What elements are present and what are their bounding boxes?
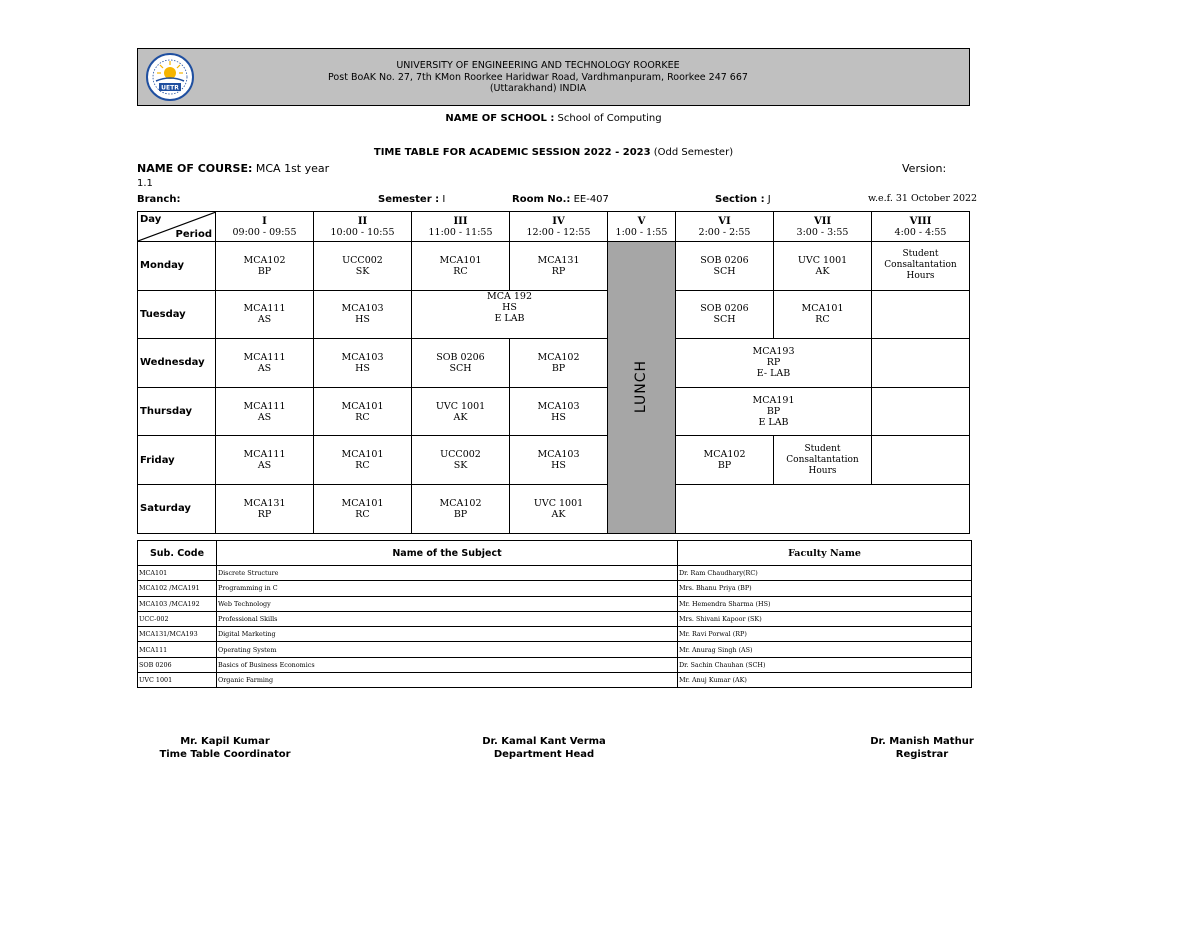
section-value: J — [767, 194, 771, 205]
version-label: Version: — [902, 162, 947, 175]
branch-label: Branch: — [137, 194, 181, 205]
class-cell — [216, 436, 314, 485]
signature-department-head — [449, 735, 639, 761]
faculty-code: SCH — [713, 314, 736, 326]
timetable-row-saturday — [138, 484, 970, 533]
class-cell — [314, 339, 412, 388]
period-header-3 — [412, 212, 510, 242]
subject-code: MCA101 — [439, 254, 482, 266]
faculty-code: AK — [453, 411, 468, 423]
faculty-code: HS — [551, 460, 566, 472]
subject-name-header: Name of the Subject — [217, 541, 678, 566]
faculty-code: SK — [355, 265, 370, 277]
signature-registrar — [827, 735, 1017, 761]
period-number: I — [262, 215, 267, 227]
faculty-code: AS — [257, 411, 272, 423]
faculty-name: Mr. Ravi Porwal (RP) — [678, 627, 972, 642]
period-header-4 — [510, 212, 608, 242]
subject-name: Professional Skills — [217, 611, 678, 626]
timetable-header-row — [138, 212, 970, 242]
faculty-code: HS — [355, 314, 370, 326]
class-cell — [676, 242, 774, 291]
faculty-code: HS — [355, 362, 370, 374]
class-cell — [216, 339, 314, 388]
period-number: VI — [718, 215, 731, 227]
table-row — [138, 596, 972, 611]
school-line — [137, 113, 970, 124]
timetable-row-monday — [138, 242, 970, 291]
empty-cell — [676, 484, 970, 533]
empty-cell — [872, 436, 970, 485]
period-header-2 — [314, 212, 412, 242]
day-period-corner — [138, 212, 216, 242]
subject-code: MCA111 — [243, 351, 286, 363]
period-time: 09:00 - 09:55 — [232, 226, 297, 238]
faculty-name: Dr. Sachin Chauhan (SCH) — [678, 657, 972, 672]
subject-code: MCA102 — [439, 497, 482, 509]
session-title — [137, 147, 970, 158]
university-logo — [143, 53, 197, 101]
subject-code: MCA103 — [537, 449, 580, 461]
empty-cell — [872, 339, 970, 388]
faculty-code: AS — [257, 362, 272, 374]
signature-coordinator — [130, 735, 320, 761]
empty-cell — [872, 290, 970, 339]
subject-code: MCA101 — [341, 449, 384, 461]
period-header-5 — [608, 212, 676, 242]
class-cell — [216, 242, 314, 291]
course-value: MCA 1st year — [255, 162, 330, 175]
lab-room: E- LAB — [756, 368, 791, 380]
period-time: 12:00 - 12:55 — [526, 226, 591, 238]
day-label: Saturday — [138, 484, 216, 533]
faculty-name: Mr. Anuj Kumar (AK) — [678, 673, 972, 688]
university-address-line: Post BoAK No. 27, 7th KMon Roorkee Haridwar Road, Vardhmanpuram, Roorkee 247 667 — [328, 71, 748, 83]
faculty-code: BP — [257, 265, 272, 277]
faculty-code: RC — [815, 314, 830, 326]
faculty-code: HS — [551, 411, 566, 423]
subject-code: MCA111 — [243, 400, 286, 412]
subject-code: MCA111 — [243, 303, 286, 315]
faculty-code: SCH — [449, 362, 472, 374]
university-address — [200, 60, 876, 95]
sub-code: MCA131/MCA193 — [138, 627, 217, 642]
subject-name: Operating System — [217, 642, 678, 657]
faculty-code: BP — [551, 362, 566, 374]
table-row — [138, 566, 972, 581]
class-cell — [510, 339, 608, 388]
period-time: 1:00 - 1:55 — [615, 226, 668, 238]
period-time: 11:00 - 11:55 — [428, 226, 493, 238]
subject-code: MCA103 — [537, 400, 580, 412]
timetable-row-thursday — [138, 387, 970, 436]
faculty-code: RC — [355, 460, 370, 472]
subject-code: MCA 192 — [486, 290, 532, 302]
consultation-line-1: Student — [902, 249, 939, 260]
consultation-line-2: Consaltantation Hours — [884, 260, 957, 282]
faculty-code: RP — [766, 357, 781, 369]
effective-date: w.e.f. 31 October 2022 — [868, 193, 978, 204]
subject-code: MCA101 — [801, 303, 844, 315]
school-label: NAME OF SCHOOL : — [445, 113, 555, 124]
faculty-name: Mrs. Shivani Kapoor (SK) — [678, 611, 972, 626]
class-cell — [314, 290, 412, 339]
version-value: 1.1 — [137, 178, 153, 189]
corner-period-label: Period — [175, 229, 212, 240]
empty-cell — [872, 387, 970, 436]
sub-code: MCA101 — [138, 566, 217, 581]
sub-code: UCC-002 — [138, 611, 217, 626]
subject-name: Programming in C — [217, 581, 678, 596]
faculty-code: AS — [257, 460, 272, 472]
day-label: Tuesday — [138, 290, 216, 339]
lunch-label: LUNCH — [633, 360, 649, 414]
subject-name: Organic Farming — [217, 673, 678, 688]
period-time: 2:00 - 2:55 — [698, 226, 751, 238]
lunch-block — [608, 242, 676, 534]
faculty-name: Mr. Anurag Singh (AS) — [678, 642, 972, 657]
day-label: Wednesday — [138, 339, 216, 388]
subject-code: MCA101 — [341, 497, 384, 509]
class-cell — [676, 436, 774, 485]
period-time: 10:00 - 10:55 — [330, 226, 395, 238]
lab-cell — [676, 339, 872, 388]
subject-code: MCA103 — [341, 351, 384, 363]
signatory-title: Registrar — [895, 749, 949, 760]
table-row — [138, 642, 972, 657]
class-cell — [510, 242, 608, 291]
subject-code: MCA102 — [703, 449, 746, 461]
room-label: Room No.: — [512, 194, 571, 205]
signatory-title: Time Table Coordinator — [159, 749, 291, 760]
table-row — [138, 673, 972, 688]
period-time: 3:00 - 3:55 — [796, 226, 849, 238]
section-info — [715, 194, 771, 205]
faculty-code: SK — [453, 460, 468, 472]
subject-table-header — [138, 541, 972, 566]
lab-cell — [412, 290, 608, 339]
lab-room: E LAB — [494, 312, 525, 324]
class-cell — [314, 387, 412, 436]
faculty-code: BP — [766, 406, 781, 418]
faculty-code: AK — [815, 265, 830, 277]
period-header-7 — [774, 212, 872, 242]
timetable-row-friday — [138, 436, 970, 485]
period-header-6 — [676, 212, 774, 242]
faculty-code: BP — [717, 460, 732, 472]
session-suffix: (Odd Semester) — [653, 147, 734, 158]
day-label: Thursday — [138, 387, 216, 436]
signatory-name: Mr. Kapil Kumar — [180, 736, 270, 747]
section-label: Section : — [715, 194, 765, 205]
subject-code: UVC 1001 — [797, 254, 848, 266]
subject-code: MCA131 — [537, 254, 580, 266]
subject-code: SOB 0206 — [700, 303, 749, 315]
class-cell — [412, 387, 510, 436]
sub-code-header: Sub. Code — [138, 541, 217, 566]
subject-code: MCA103 — [341, 303, 384, 315]
timetable — [137, 211, 970, 534]
signatory-name: Dr. Manish Mathur — [870, 736, 974, 747]
period-number: II — [357, 215, 368, 227]
sub-code: UVC 1001 — [138, 673, 217, 688]
sub-code: MCA111 — [138, 642, 217, 657]
table-row — [138, 611, 972, 626]
timetable-row-tuesday — [138, 290, 970, 339]
faculty-code: RC — [453, 265, 468, 277]
subject-name: Basics of Business Economics — [217, 657, 678, 672]
lab-room: E LAB — [758, 417, 789, 429]
table-row — [138, 581, 972, 596]
faculty-code: AS — [257, 314, 272, 326]
table-row — [138, 657, 972, 672]
subject-code: MCA191 — [752, 395, 795, 407]
subject-code: MCA193 — [752, 346, 795, 358]
class-cell — [314, 242, 412, 291]
period-header-8 — [872, 212, 970, 242]
university-name: UNIVERSITY OF ENGINEERING AND TECHNOLOGY ROORKEE — [396, 60, 680, 71]
period-time: 4:00 - 4:55 — [894, 226, 947, 238]
course-line — [137, 162, 329, 175]
class-cell — [412, 242, 510, 291]
room-value: EE-407 — [573, 194, 609, 205]
faculty-code: AK — [551, 508, 566, 520]
consultation-cell — [774, 436, 872, 485]
faculty-code: RP — [257, 508, 272, 520]
subject-code: MCA101 — [341, 400, 384, 412]
subject-faculty-table — [137, 540, 972, 688]
semester-label: Semester : — [378, 194, 440, 205]
semester-value: I — [442, 194, 446, 205]
signatory-name: Dr. Kamal Kant Verma — [482, 736, 606, 747]
class-cell — [774, 290, 872, 339]
subject-code: MCA102 — [243, 254, 286, 266]
class-cell — [412, 339, 510, 388]
faculty-code: SCH — [713, 265, 736, 277]
period-number: III — [453, 215, 468, 227]
room-info — [512, 194, 609, 205]
period-number: VII — [813, 215, 832, 227]
class-cell — [510, 484, 608, 533]
consultation-cell — [872, 242, 970, 291]
sub-code: MCA103 /MCA192 — [138, 596, 217, 611]
sub-code: MCA102 /MCA191 — [138, 581, 217, 596]
semester-info — [378, 194, 445, 205]
class-cell — [216, 387, 314, 436]
faculty-name: Mrs. Bhanu Priya (BP) — [678, 581, 972, 596]
day-label: Friday — [138, 436, 216, 485]
subject-code: UCC002 — [440, 449, 481, 461]
period-number: V — [637, 215, 646, 227]
faculty-name: Dr. Ram Chaudhary(RC) — [678, 566, 972, 581]
school-value: School of Computing — [557, 113, 662, 124]
faculty-code: BP — [453, 508, 468, 520]
subject-code: MCA102 — [537, 351, 580, 363]
subject-code: UCC002 — [342, 254, 383, 266]
subject-name: Web Technology — [217, 596, 678, 611]
sub-code: SOB 0206 — [138, 657, 217, 672]
class-cell — [676, 290, 774, 339]
faculty-code: RC — [355, 508, 370, 520]
session-label: TIME TABLE FOR ACADEMIC SESSION 2022 - 2023 — [373, 147, 651, 158]
faculty-code: HS — [502, 301, 517, 313]
class-cell — [412, 484, 510, 533]
period-header-1 — [216, 212, 314, 242]
consultation-line-2: Consaltantation Hours — [786, 454, 859, 476]
faculty-code: RP — [551, 265, 566, 277]
day-label: Monday — [138, 242, 216, 291]
class-cell — [774, 242, 872, 291]
subject-name: Discrete Structure — [217, 566, 678, 581]
class-cell — [314, 484, 412, 533]
subject-code: UVC 1001 — [533, 497, 584, 509]
period-number: VIII — [909, 215, 932, 227]
consultation-line-1: Student — [804, 443, 841, 454]
class-cell — [510, 436, 608, 485]
course-label: NAME OF COURSE: — [137, 162, 253, 175]
class-cell — [216, 484, 314, 533]
class-cell — [412, 436, 510, 485]
subject-code: UVC 1001 — [435, 400, 486, 412]
subject-code: MCA131 — [243, 497, 286, 509]
logo-text: UETR — [161, 84, 179, 92]
faculty-name: Mr. Hemendra Sharma (HS) — [678, 596, 972, 611]
class-cell — [216, 290, 314, 339]
subject-code: MCA111 — [243, 449, 286, 461]
university-state: (Uttarakhand) INDIA — [489, 83, 587, 94]
faculty-name-header: Faculty Name — [678, 541, 972, 566]
table-row — [138, 627, 972, 642]
class-cell — [510, 387, 608, 436]
faculty-code: RC — [355, 411, 370, 423]
timetable-row-wednesday — [138, 339, 970, 388]
period-number: IV — [552, 215, 565, 227]
signatory-title: Department Head — [493, 749, 595, 760]
subject-name: Digital Marketing — [217, 627, 678, 642]
subject-code: SOB 0206 — [436, 351, 485, 363]
lab-cell — [676, 387, 872, 436]
corner-day-label: Day — [140, 214, 162, 225]
subject-code: SOB 0206 — [700, 254, 749, 266]
class-cell — [314, 436, 412, 485]
